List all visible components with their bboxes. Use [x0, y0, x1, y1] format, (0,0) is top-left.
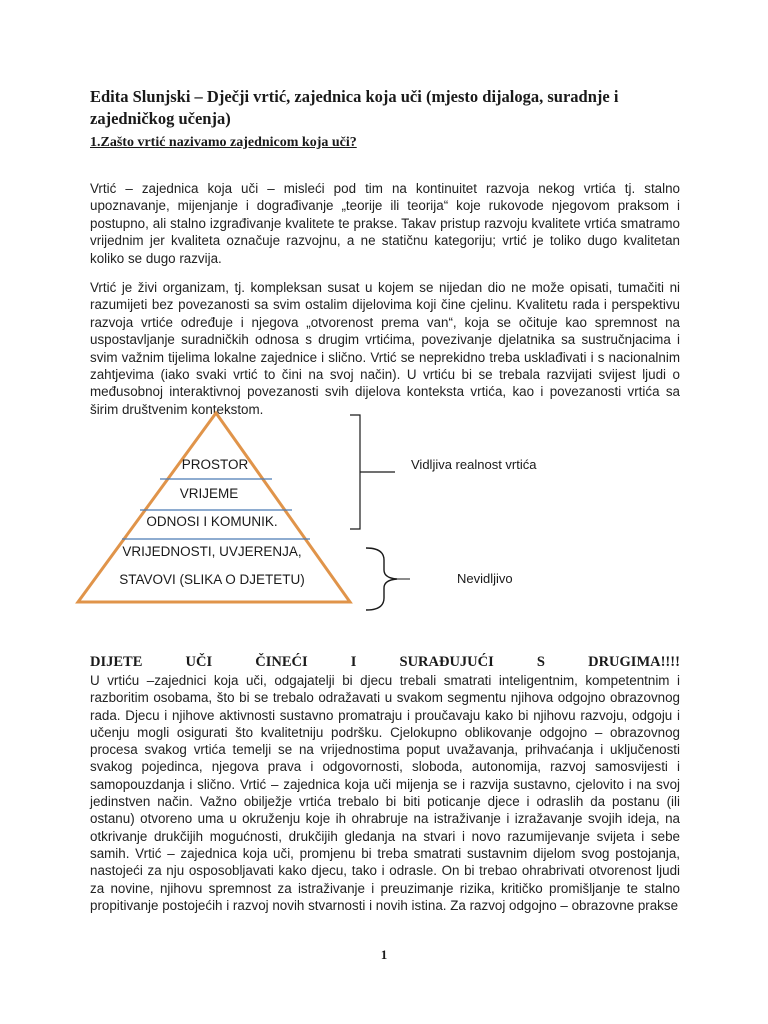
page-number: 1 — [380, 947, 388, 962]
section-heading: 1.Zašto vrtić nazivamo zajednicom koja uči? — [90, 135, 357, 150]
level-vrijeme: VRIJEME — [179, 486, 239, 501]
level-prostor: PROSTOR — [181, 457, 249, 472]
level-stavovi: STAVOVI (SLIKA O DJETETU) — [119, 572, 305, 587]
visible-label: Vidljiva realnost vrtića — [411, 457, 537, 472]
level-odnosi: ODNOSI I KOMUNIK. — [146, 514, 278, 529]
heading-word: DRUGIMA!!!! — [588, 654, 680, 670]
paragraph-3: U vrtiću –zajednici koja uči, odgajatelji bi djecu trebali smatrati inteligentnim, kompetentnim i razboritim osobama, što bi se trebalo odražavati u svakom segmentu njihova odgojno obrazovnog rada. Djecu i njihove aktivnosti sustavno promatraju i proučavaju kako bi njihovu razvoju, odgoju i učenju mogli osigurati što kvalitetniju podršku. Cjelokupno oblikovanje odgojno – obrazovnog procesa svakog vrtića temelji se na vrijednostima poput uvažavanja, prihvaćanja i uključenosti svakog pojedinca, njegova prava i odgovornosti, sloboda, autonomija, razvoj samosvijesti i samopouzdanja i slično. Vrtić – zajednica koja uči mijenja se i razvija sustavno, cjelovito i na svoj jedinstven način. Važno obilježje vrtića trebalo bi biti poticanje djece i odraslih da postanu (ili ostanu) otvoreno uma u okruženju koje ih ohrabruje na istraživanje i izražavanje svojih ideja, na otkrivanje drukčijih mogućnosti, drukčijih gledanja na stvari i novo razumijevanje svijeta i sebe samih. Vrtić – zajednica koja uči, promjenu bi treba smatrati sustavnim dijelom svog postojanja, nastojeći za nju osposobljavati kako djecu, tako i odrasle. On bi trebao ohrabrivati otvorenost ljudi za novine, njihovu spremnost za istraživanje i preuzimanje rizika, kritičko promišljanje te stalno propitivanje postojećih i razvoj novih stvarnosti i novih istina. Za razvoj odgojno – obrazovne prakse — [90, 673, 680, 913]
document-title: Edita Slunjski – Dječji vrtić, zajednica koja uči (mjesto dijaloga, suradnje i zajedničkog učenja) — [90, 87, 619, 128]
paragraph-1: Vrtić – zajednica koja uči – misleći pod tim na kontinuitet razvoja nekog vrtića tj. stalno upoznavanje, mijenjanje i dograđivanje „teorije ili teorija“ koje rukovode njegovom praksom i postupno, ali stalno izgrađivanje kvalitete te prakse. Takav pristup razvoju kvalitete vrtića smatramo vrijednim jer kvaliteta označuje razvojnu, a ne statičnu kategoriju; vrtić je toliko dugo kvalitetan koliko se dugo razvija. — [90, 181, 680, 266]
invisible-brace — [366, 548, 397, 610]
visible-bracket — [350, 415, 395, 529]
section-heading-2 — [90, 654, 680, 671]
invisible-label: Nevidljivo — [457, 571, 513, 586]
heading-word: ČINEĆI — [255, 654, 308, 670]
heading-word: I — [350, 654, 357, 670]
heading-word: UČI — [185, 654, 213, 670]
heading-word: S — [536, 654, 545, 670]
heading-word: DIJETE — [90, 654, 143, 670]
level-vrijednosti: VRIJEDNOSTI, UVJERENJA, — [122, 544, 302, 559]
heading-word: SURAĐUJUĆI — [399, 654, 494, 670]
paragraph-2: Vrtić je živi organizam, tj. kompleksan susat u kojem se nijedan dio ne može opisati, tumačiti ni razumijeti bez povezanosti sa svim ostalim dijelovima koji čine cjelinu. Kvalitetu rada i perspektivu razvoja vrtiće određuje i njegova „otvorenost prema van“, koja se očituje kao spremnost na uspostavljanje suradničkih odnosa s drugim vrtićima, povezivanje djelatnika sa sustručnjacima i svim važnim tijelima lokalne zajednice i slično. Vrtić se neprekidno treba usklađivati i s nacionalnim zahtjevima (iako svaki vrtić to čini na svoj način). U vrtiću bi se trebala razvijati svijest ljudi o međusobnoj interaktivnoj povezanosti svih dijelova konteksta vrtića, kao i povezanosti vrtića sa širim društvenim kontekstom. — [90, 280, 680, 417]
